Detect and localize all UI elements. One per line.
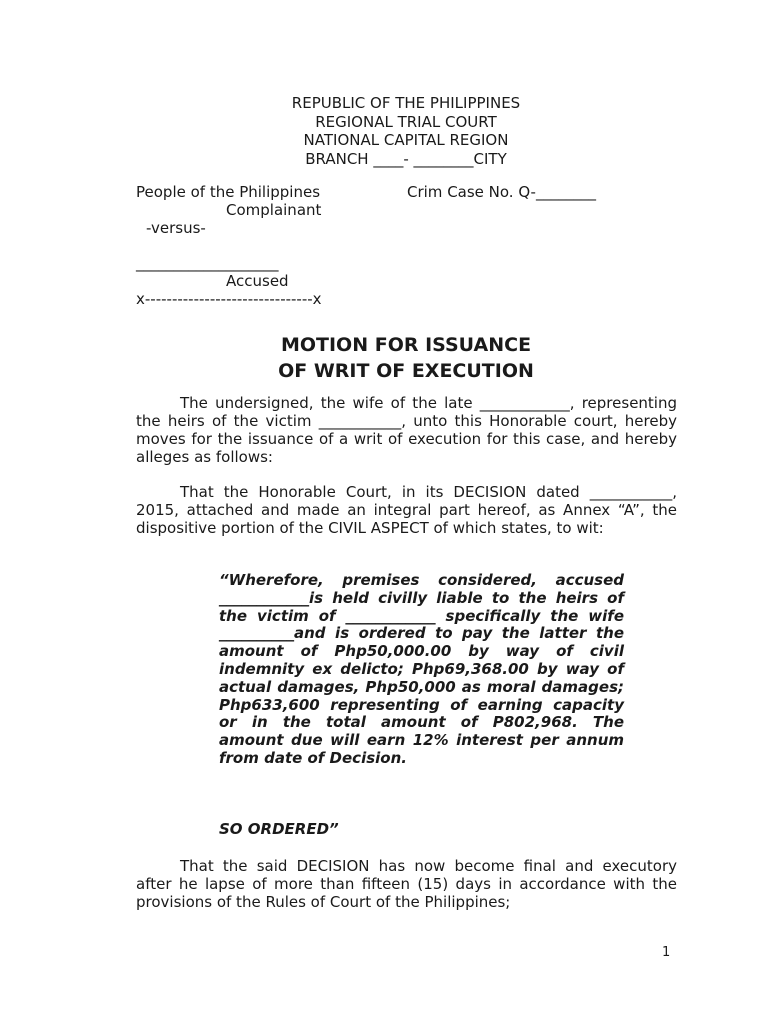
plaintiff-role: Complainant xyxy=(226,201,322,219)
header-court: REGIONAL TRIAL COURT xyxy=(315,112,497,131)
accused-role: Accused xyxy=(226,272,289,290)
header-branch: BRANCH ____- ________CITY xyxy=(305,149,507,168)
title-line-1: MOTION FOR ISSUANCE xyxy=(280,334,532,356)
header-region: NATIONAL CAPITAL REGION xyxy=(303,131,509,149)
document-title xyxy=(136,332,676,384)
header-republic: REPUBLIC OF THE PHILIPPINES xyxy=(291,94,521,112)
case-number: Crim Case No. Q-________ xyxy=(407,183,596,201)
paragraph-intro: The undersigned, the wife of the late ____________, representing the heirs of the victim ___________, unto this Honorable court, hereby moves for the issuance of a writ of execution for this case, and hereby alleges as follows: xyxy=(136,394,677,466)
page-number: 1 xyxy=(662,945,671,960)
paragraph-decision: That the Honorable Court, in its DECISION dated ___________, 2015, attached and made an integral part hereof, as Annex “A”, the dispositive portion of the CIVIL ASPECT of which states, to wit: xyxy=(136,483,677,537)
so-ordered: SO ORDERED” xyxy=(219,820,339,838)
paragraph-finality: That the said DECISION has now become final and executory after he lapse of more than fifteen (15) days in accordance with the provisions of the Rules of Court of the Philippines; xyxy=(136,857,677,911)
court-header xyxy=(136,94,676,168)
plaintiff-name: People of the Philippines xyxy=(136,183,321,201)
versus-label: -versus- xyxy=(146,219,206,237)
caption-divider: x-------------------------------x xyxy=(136,290,322,308)
title-line-2: OF WRIT OF EXECUTION xyxy=(278,360,534,382)
accused-blank: ___________________ xyxy=(136,254,279,272)
quoted-dispositive-portion: “Wherefore, premises considered, accused ____________is held civilly liable to the heirs of the victim of ____________ specifically the wife __________and is ordered to pay the latter the amount of Php50,000.00 by way of civil indemnity ex delicto; Php69,368.00 by way of actual damages, Php50,000 as moral damages; Php633,600 representing of earning capacity or in the total amount of P802,968. The amount due will earn 12% interest per annum from date of Decision. xyxy=(219,571,624,767)
